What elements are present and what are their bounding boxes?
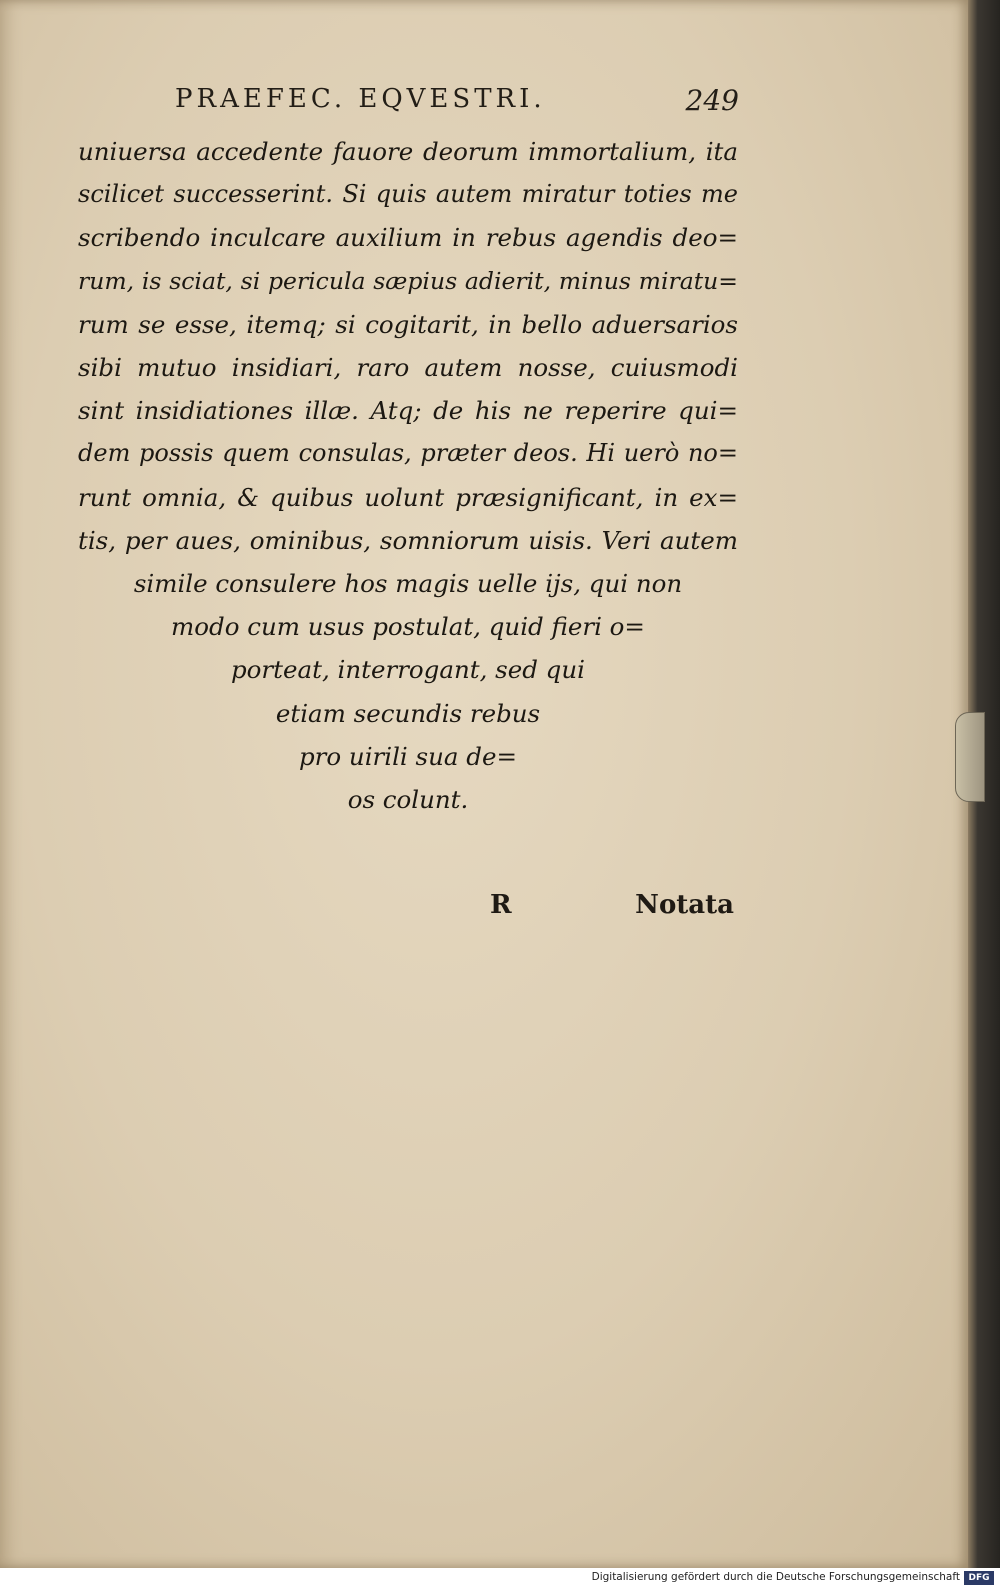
text-line: etiam secundis rebus [275, 698, 541, 728]
digitization-credit: Digitalisierung gefördert durch die Deutsche Forschungsgemeinschaft [591, 1571, 960, 1583]
footer-bar [0, 1568, 1000, 1590]
text-line: dem possis quem consulas, præter deos. Hi uerò no= [78, 439, 738, 468]
running-head: PRAEFEC. EQVESTRI. [175, 84, 546, 114]
body-text [78, 130, 738, 821]
page-number: 249 [685, 84, 739, 117]
text-line: modo cum usus postulat, quid fieri o= [171, 612, 645, 642]
text-line: sint insidiationes illæ. Atq; de his ne reperire qui= [78, 396, 738, 426]
text-line: rum, is sciat, si pericula sæpius adierit, minus miratu= [78, 266, 738, 295]
text-line: simile consulere hos magis uelle ijs, qui non [133, 569, 683, 599]
text-line: scribendo inculcare auxilium in rebus agendis deo= [78, 223, 738, 253]
text-line: tis, per aues, ominibus, somniorum uisis. Veri autem [78, 525, 738, 555]
catchword: Notata [635, 890, 734, 920]
text-line: sibi mutuo insidiari, raro autem nosse, cuiusmodi [78, 353, 738, 383]
bookmark-tab [955, 712, 985, 802]
text-line: os colunt. [347, 785, 469, 815]
dfg-logo-icon: DFG [964, 1571, 994, 1585]
text-line: scilicet successerint. Si quis autem miratur toties me [78, 180, 738, 209]
text-line: rum se esse, itemq; si cogitarit, in bello aduersarios [78, 309, 738, 339]
text-line: uniuersa accedente fauore deorum immortalium, ita [78, 137, 738, 166]
page-header [175, 84, 745, 124]
signature-mark: R [490, 890, 512, 920]
text-line: porteat, interrogant, sed qui [231, 655, 585, 685]
text-line: runt omnia, & quibus uolunt præsignificant, in ex= [78, 482, 738, 512]
catchword-line [490, 890, 740, 930]
text-line: pro uirili sua de= [298, 741, 517, 771]
